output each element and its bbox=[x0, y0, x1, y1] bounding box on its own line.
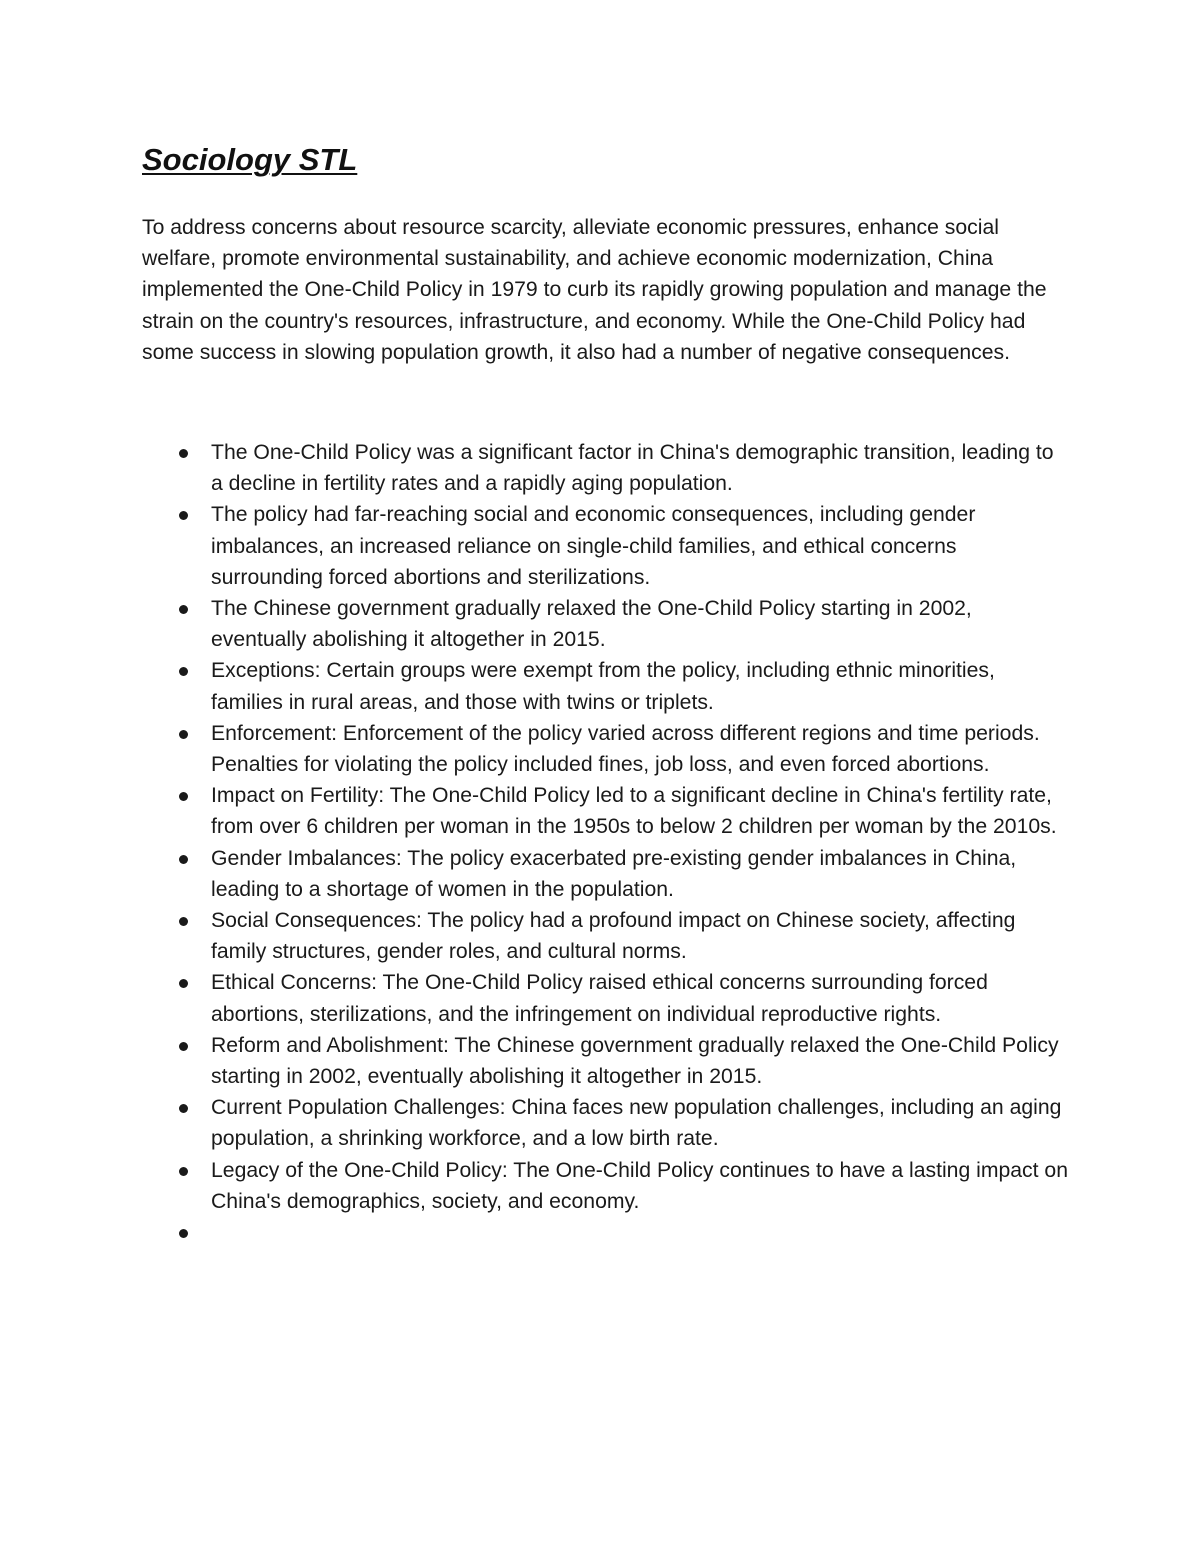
list-item-text: Gender Imbalances: The policy exacerbated pre-existing gender imbalances in China, leading to a shortage of women in the population. bbox=[211, 846, 1017, 901]
bullet-icon bbox=[179, 1104, 188, 1113]
list-item-text: Current Population Challenges: China faces new population challenges, including an aging population, a shrinking workforce, and a low birth rate. bbox=[211, 1096, 1062, 1151]
list-item-text: Impact on Fertility: The One-Child Policy led to a significant decline in China's fertility rate, from over 6 children per woman in the 1950s to below 2 children per woman by the 2010s. bbox=[211, 784, 1057, 839]
bullet-icon bbox=[179, 979, 188, 988]
list-item-empty bbox=[211, 1217, 1071, 1248]
bullet-icon bbox=[179, 1167, 188, 1176]
bullet-icon bbox=[179, 855, 188, 864]
list-item-text: The policy had far-reaching social and economic consequences, including gender imbalances, an increased reliance on single-child families, and ethical concerns surrounding forced abortions and sterilizations. bbox=[211, 503, 976, 589]
bullet-icon bbox=[179, 1042, 188, 1051]
list-item bbox=[211, 780, 1071, 842]
bullet-icon bbox=[179, 605, 188, 614]
list-item-text: Legacy of the One-Child Policy: The One-Child Policy continues to have a lasting impact on China's demographics, society, and economy. bbox=[211, 1158, 1068, 1213]
list-item bbox=[211, 905, 1071, 967]
bullet-icon bbox=[179, 1229, 188, 1238]
list-item-text: Enforcement: Enforcement of the policy varied across different regions and time periods. Penalties for violating the policy included fines, job loss, and even forced abortions. bbox=[211, 721, 1040, 777]
list-item-text: Reform and Abolishment: The Chinese government gradually relaxed the One-Child Policy starting in 2002, eventually abolishing it altogether in 2015. bbox=[211, 1033, 1059, 1089]
list-item bbox=[211, 655, 1071, 717]
list-item-text: The One-Child Policy was a significant factor in China's demographic transition, leading to a decline in fertility rates and a rapidly aging population. bbox=[211, 441, 1054, 496]
list-item bbox=[211, 843, 1071, 905]
bullet-icon bbox=[179, 667, 188, 676]
list-item bbox=[211, 1155, 1071, 1217]
list-item bbox=[211, 718, 1071, 780]
list-item bbox=[211, 1030, 1071, 1092]
list-item-text: Ethical Concerns: The One-Child Policy raised ethical concerns surrounding forced abortions, sterilizations, and the infringement on individual reproductive rights. bbox=[211, 971, 988, 1026]
list-item bbox=[211, 499, 1071, 593]
bullet-icon bbox=[179, 792, 188, 801]
document-title: Sociology STL bbox=[142, 142, 358, 177]
list-item-text: Social Consequences: The policy had a profound impact on Chinese society, affecting family structures, gender roles, and cultural norms. bbox=[211, 909, 1016, 964]
intro-paragraph: To address concerns about resource scarcity, alleviate economic pressures, enhance social welfare, promote environmental sustainability, and achieve economic modernization, China implemented the One-Child Policy in 1979 to curb its rapidly growing population and manage the strain on the country's resources, infrastructure, and economy. While the One-Child Policy had some success in slowing population growth, it also had a number of negative consequences. bbox=[142, 216, 1047, 364]
list-item bbox=[211, 593, 1071, 655]
list-item-text: The Chinese government gradually relaxed the One-Child Policy starting in 2002, eventually abolishing it altogether in 2015. bbox=[211, 597, 972, 652]
bullet-icon bbox=[179, 449, 188, 458]
bullet-list bbox=[211, 437, 1071, 1248]
bullet-icon bbox=[179, 511, 188, 520]
bullet-icon bbox=[179, 917, 188, 926]
list-item bbox=[211, 437, 1071, 499]
list-item bbox=[211, 1092, 1071, 1154]
list-item bbox=[211, 967, 1071, 1029]
bullet-icon bbox=[179, 730, 188, 739]
list-item-text: Exceptions: Certain groups were exempt from the policy, including ethnic minorities, families in rural areas, and those with twins or triplets. bbox=[211, 659, 995, 714]
